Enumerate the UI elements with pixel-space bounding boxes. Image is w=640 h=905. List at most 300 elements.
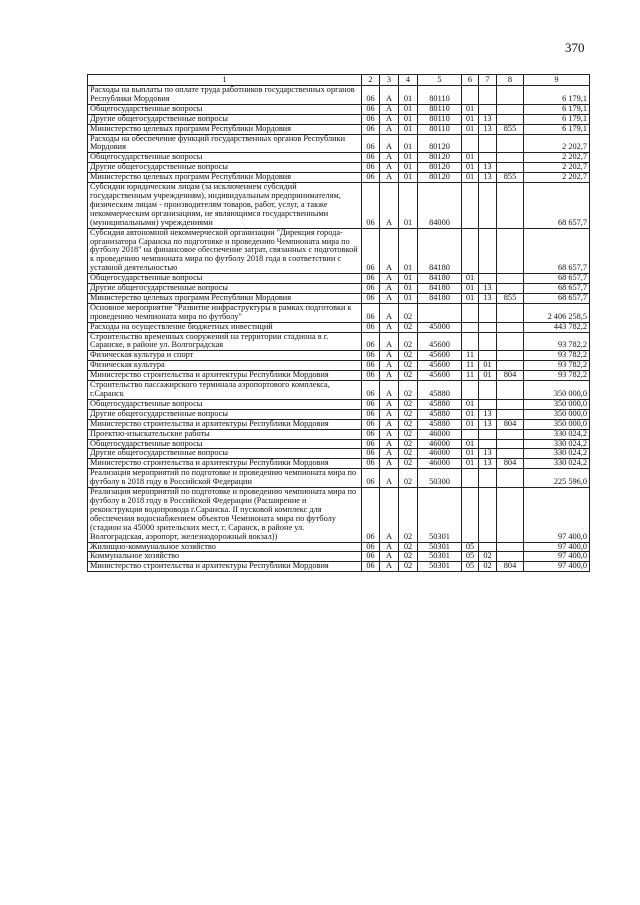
row-name-cell: Реализация мероприятий по подготовке и проведению чемпионата мира по футболу в 2018 году в Российской Федерации — [88, 469, 362, 488]
code-ministry-cell: 06 — [362, 124, 380, 134]
code-ministry-cell: 06 — [362, 459, 380, 469]
code-subsection-cell: 13 — [479, 163, 497, 173]
row-name-cell: Расходы на выплаты по оплате труда работников государственных органов Республики Мордовия — [88, 86, 362, 105]
code-direction-cell: 50301 — [418, 542, 462, 552]
code-section-cell: 01 — [462, 124, 479, 134]
code-ministry-cell: 06 — [362, 114, 380, 124]
code-subsection-cell — [479, 86, 497, 105]
code-subprogram-cell: 02 — [399, 399, 418, 409]
code-section-cell: 01 — [462, 163, 479, 173]
table-row — [88, 173, 590, 183]
code-department-cell: 804 — [497, 459, 524, 469]
code-program-cell: А — [380, 303, 399, 322]
code-section-cell: 01 — [462, 104, 479, 114]
code-ministry-cell: 06 — [362, 439, 380, 449]
code-ministry-cell: 06 — [362, 173, 380, 183]
code-program-cell: А — [380, 419, 399, 429]
code-section-cell: 01 — [462, 293, 479, 303]
code-section-cell: 05 — [462, 562, 479, 572]
code-ministry-cell: 06 — [362, 332, 380, 351]
header-cell: 1 — [88, 75, 362, 86]
table-row — [88, 293, 590, 303]
header-cell: 7 — [479, 75, 497, 86]
code-ministry-cell: 06 — [362, 469, 380, 488]
code-program-cell: А — [380, 381, 399, 400]
row-name-cell: Расходы на осуществление бюджетных инвестиций — [88, 322, 362, 332]
code-section-cell: 01 — [462, 459, 479, 469]
code-section-cell — [462, 183, 479, 229]
code-subsection-cell: 13 — [479, 459, 497, 469]
header-cell: 9 — [524, 75, 590, 86]
code-subsection-cell — [479, 228, 497, 274]
table-row — [88, 488, 590, 542]
row-name-cell: Общегосударственные вопросы — [88, 399, 362, 409]
code-direction-cell: 80110 — [418, 86, 462, 105]
code-section-cell: 11 — [462, 371, 479, 381]
code-subsection-cell: 13 — [479, 449, 497, 459]
code-direction-cell: 50301 — [418, 552, 462, 562]
code-department-cell — [497, 163, 524, 173]
code-program-cell: А — [380, 124, 399, 134]
header-cell: 2 — [362, 75, 380, 86]
header-cell: 6 — [462, 75, 479, 86]
code-direction-cell: 84180 — [418, 293, 462, 303]
code-department-cell: 855 — [497, 173, 524, 183]
code-section-cell: 01 — [462, 399, 479, 409]
code-direction-cell: 84000 — [418, 183, 462, 229]
table-row — [88, 114, 590, 124]
table-row — [88, 399, 590, 409]
code-ministry-cell: 06 — [362, 104, 380, 114]
row-name-cell: Министерство строительства и архитектуры Республики Мордовия — [88, 419, 362, 429]
code-department-cell — [497, 228, 524, 274]
code-department-cell — [497, 303, 524, 322]
code-subsection-cell: 13 — [479, 293, 497, 303]
code-section-cell — [462, 228, 479, 274]
amount-cell: 6 179,1 — [524, 124, 590, 134]
amount-cell: 225 596,0 — [524, 469, 590, 488]
code-program-cell: А — [380, 104, 399, 114]
code-direction-cell: 45600 — [418, 351, 462, 361]
code-program-cell: А — [380, 183, 399, 229]
code-department-cell — [497, 409, 524, 419]
code-department-cell: 855 — [497, 293, 524, 303]
table-row — [88, 469, 590, 488]
code-subprogram-cell: 01 — [399, 86, 418, 105]
code-subprogram-cell: 01 — [399, 153, 418, 163]
amount-cell: 330 024,2 — [524, 459, 590, 469]
amount-cell: 93 782,2 — [524, 351, 590, 361]
code-section-cell: 01 — [462, 449, 479, 459]
row-name-cell: Жилищно-коммунальное хозяйство — [88, 542, 362, 552]
amount-cell: 97 400,0 — [524, 562, 590, 572]
code-subprogram-cell: 01 — [399, 274, 418, 284]
header-cell: 3 — [380, 75, 399, 86]
table-row — [88, 163, 590, 173]
code-direction-cell: 84180 — [418, 274, 462, 284]
amount-cell: 2 202,7 — [524, 134, 590, 153]
code-subprogram-cell: 01 — [399, 173, 418, 183]
code-ministry-cell: 06 — [362, 284, 380, 294]
code-section-cell — [462, 303, 479, 322]
row-name-cell: Министерство строительства и архитектуры Республики Мордовия — [88, 371, 362, 381]
code-section-cell: 01 — [462, 419, 479, 429]
table-row — [88, 134, 590, 153]
code-direction-cell: 80110 — [418, 104, 462, 114]
code-subsection-cell — [479, 469, 497, 488]
code-program-cell: А — [380, 439, 399, 449]
code-section-cell: 11 — [462, 351, 479, 361]
code-section-cell: 01 — [462, 173, 479, 183]
amount-cell: 350 000,0 — [524, 419, 590, 429]
header-cell: 4 — [399, 75, 418, 86]
code-subprogram-cell: 02 — [399, 552, 418, 562]
code-program-cell: А — [380, 86, 399, 105]
code-department-cell — [497, 429, 524, 439]
amount-cell: 443 782,2 — [524, 322, 590, 332]
code-department-cell — [497, 552, 524, 562]
amount-cell: 6 179,1 — [524, 104, 590, 114]
table-row — [88, 274, 590, 284]
code-subsection-cell — [479, 429, 497, 439]
code-subprogram-cell: 01 — [399, 284, 418, 294]
code-subsection-cell — [479, 332, 497, 351]
row-name-cell: Другие общегосударственные вопросы — [88, 409, 362, 419]
code-department-cell — [497, 332, 524, 351]
code-subprogram-cell: 01 — [399, 293, 418, 303]
code-subsection-cell — [479, 488, 497, 542]
code-section-cell — [462, 488, 479, 542]
code-subprogram-cell: 02 — [399, 459, 418, 469]
code-direction-cell: 45600 — [418, 332, 462, 351]
code-direction-cell: 45880 — [418, 399, 462, 409]
code-department-cell — [497, 322, 524, 332]
code-direction-cell: 50300 — [418, 469, 462, 488]
table-row — [88, 419, 590, 429]
row-name-cell: Физическая культура — [88, 361, 362, 371]
code-direction-cell: 45000 — [418, 322, 462, 332]
row-name-cell: Министерство строительства и архитектуры Республики Мордовия — [88, 459, 362, 469]
amount-cell: 2 406 258,5 — [524, 303, 590, 322]
code-ministry-cell: 06 — [362, 562, 380, 572]
table-row — [88, 284, 590, 294]
code-direction-cell: 80120 — [418, 134, 462, 153]
code-section-cell — [462, 332, 479, 351]
code-ministry-cell: 06 — [362, 134, 380, 153]
code-direction-cell: 80120 — [418, 173, 462, 183]
code-subprogram-cell: 02 — [399, 429, 418, 439]
row-name-cell: Министерство строительства и архитектуры Республики Мордовия — [88, 562, 362, 572]
code-department-cell: 855 — [497, 124, 524, 134]
code-section-cell: 01 — [462, 409, 479, 419]
row-name-cell: Расходы на обеспечение функций государственных органов Республики Мордовия — [88, 134, 362, 153]
table-row — [88, 361, 590, 371]
code-subprogram-cell: 02 — [399, 361, 418, 371]
row-name-cell: Проектно-изыскательские работы — [88, 429, 362, 439]
row-name-cell: Строительство временных сооружений на территории стадиона в г. Саранске, в районе ул. Волгоградская — [88, 332, 362, 351]
amount-cell: 6 179,1 — [524, 86, 590, 105]
code-subsection-cell: 02 — [479, 562, 497, 572]
code-section-cell — [462, 86, 479, 105]
budget-table — [87, 74, 590, 572]
code-ministry-cell: 06 — [362, 429, 380, 439]
header-cell: 5 — [418, 75, 462, 86]
code-section-cell — [462, 322, 479, 332]
code-program-cell: А — [380, 351, 399, 361]
code-subprogram-cell: 02 — [399, 381, 418, 400]
code-program-cell: А — [380, 371, 399, 381]
code-direction-cell: 46000 — [418, 429, 462, 439]
code-program-cell: А — [380, 134, 399, 153]
row-name-cell: Строительство пассажирского терминала аэропортового комплекса, г.Саранск — [88, 381, 362, 400]
code-department-cell — [497, 399, 524, 409]
code-direction-cell: 45880 — [418, 409, 462, 419]
code-ministry-cell: 06 — [362, 293, 380, 303]
code-program-cell: А — [380, 163, 399, 173]
code-section-cell: 11 — [462, 361, 479, 371]
table-row — [88, 153, 590, 163]
code-department-cell — [497, 86, 524, 105]
code-department-cell — [497, 381, 524, 400]
code-program-cell: А — [380, 552, 399, 562]
table-row — [88, 351, 590, 361]
row-name-cell: Общегосударственные вопросы — [88, 274, 362, 284]
code-ministry-cell: 06 — [362, 153, 380, 163]
amount-cell: 2 202,7 — [524, 153, 590, 163]
code-direction-cell: 46000 — [418, 439, 462, 449]
code-department-cell — [497, 114, 524, 124]
code-ministry-cell: 06 — [362, 488, 380, 542]
code-subsection-cell: 01 — [479, 361, 497, 371]
code-subprogram-cell: 02 — [399, 322, 418, 332]
code-subsection-cell: 13 — [479, 419, 497, 429]
code-subprogram-cell: 02 — [399, 332, 418, 351]
row-name-cell: Коммунальное хозяйство — [88, 552, 362, 562]
code-program-cell: А — [380, 173, 399, 183]
table-row — [88, 371, 590, 381]
code-department-cell — [497, 104, 524, 114]
code-department-cell — [497, 361, 524, 371]
code-section-cell — [462, 381, 479, 400]
row-name-cell: Другие общегосударственные вопросы — [88, 163, 362, 173]
amount-cell: 97 400,0 — [524, 488, 590, 542]
row-name-cell: Субсидия автономной некоммерческой организации "Дирекция города-организатора Саранска по подготовке и проведению Чемпионата мира по футболу 2018" на финансовое обеспечение затрат, связанных с подготовкой к проведению чемпионата мира по футболу 2018 года в соответствии с уставной деятельностью — [88, 228, 362, 274]
amount-cell: 2 202,7 — [524, 173, 590, 183]
code-department-cell — [497, 183, 524, 229]
code-department-cell — [497, 134, 524, 153]
code-program-cell: А — [380, 399, 399, 409]
code-subsection-cell — [479, 303, 497, 322]
code-department-cell: 804 — [497, 419, 524, 429]
table-row — [88, 124, 590, 134]
code-subsection-cell — [479, 274, 497, 284]
table-row — [88, 449, 590, 459]
code-subsection-cell: 13 — [479, 124, 497, 134]
table-row — [88, 228, 590, 274]
code-ministry-cell: 06 — [362, 552, 380, 562]
code-department-cell — [497, 469, 524, 488]
code-subsection-cell — [479, 399, 497, 409]
amount-cell: 93 782,2 — [524, 361, 590, 371]
code-ministry-cell: 06 — [362, 449, 380, 459]
code-program-cell: А — [380, 409, 399, 419]
code-direction-cell: 50301 — [418, 488, 462, 542]
code-program-cell: А — [380, 488, 399, 542]
row-name-cell: Общегосударственные вопросы — [88, 439, 362, 449]
code-subsection-cell: 13 — [479, 284, 497, 294]
code-subsection-cell — [479, 322, 497, 332]
code-subprogram-cell: 02 — [399, 469, 418, 488]
code-ministry-cell: 06 — [362, 228, 380, 274]
table-row — [88, 381, 590, 400]
table-row — [88, 459, 590, 469]
table-row — [88, 542, 590, 552]
code-department-cell: 804 — [497, 371, 524, 381]
code-subprogram-cell: 02 — [399, 303, 418, 322]
page-number: 370 — [565, 40, 585, 55]
code-program-cell: А — [380, 228, 399, 274]
code-direction-cell: 80110 — [418, 124, 462, 134]
amount-cell: 330 024,2 — [524, 449, 590, 459]
code-program-cell: А — [380, 274, 399, 284]
amount-cell: 330 024,2 — [524, 429, 590, 439]
table-row — [88, 104, 590, 114]
amount-cell: 93 782,2 — [524, 332, 590, 351]
code-program-cell: А — [380, 361, 399, 371]
row-name-cell: Другие общегосударственные вопросы — [88, 449, 362, 459]
row-name-cell: Министерство целевых программ Республики Мордовия — [88, 293, 362, 303]
row-name-cell: Другие общегосударственные вопросы — [88, 114, 362, 124]
code-ministry-cell: 06 — [362, 351, 380, 361]
code-direction-cell: 45600 — [418, 361, 462, 371]
amount-cell: 97 400,0 — [524, 542, 590, 552]
code-subsection-cell — [479, 381, 497, 400]
code-department-cell — [497, 542, 524, 552]
amount-cell: 2 202,7 — [524, 163, 590, 173]
code-subprogram-cell: 02 — [399, 351, 418, 361]
amount-cell: 97 400,0 — [524, 552, 590, 562]
table-row — [88, 86, 590, 105]
code-section-cell: 05 — [462, 552, 479, 562]
code-section-cell: 01 — [462, 439, 479, 449]
code-program-cell: А — [380, 284, 399, 294]
code-direction-cell: 45600 — [418, 371, 462, 381]
code-ministry-cell: 06 — [362, 399, 380, 409]
code-department-cell — [497, 153, 524, 163]
amount-cell: 6 179,1 — [524, 114, 590, 124]
code-department-cell — [497, 351, 524, 361]
code-department-cell — [497, 274, 524, 284]
code-subsection-cell — [479, 134, 497, 153]
code-section-cell: 01 — [462, 153, 479, 163]
code-subprogram-cell: 02 — [399, 439, 418, 449]
code-department-cell — [497, 439, 524, 449]
amount-cell: 68 657,7 — [524, 274, 590, 284]
code-program-cell: А — [380, 542, 399, 552]
code-subprogram-cell: 01 — [399, 124, 418, 134]
code-direction-cell: 84180 — [418, 284, 462, 294]
row-name-cell: Министерство целевых программ Республики Мордовия — [88, 173, 362, 183]
code-subprogram-cell: 01 — [399, 163, 418, 173]
code-program-cell: А — [380, 562, 399, 572]
row-name-cell: Основное мероприятие "Развитие инфраструктуры в рамках подготовки к проведению чемпионата мира по футболу" — [88, 303, 362, 322]
amount-cell: 350 000,0 — [524, 399, 590, 409]
code-direction-cell: 80110 — [418, 114, 462, 124]
code-ministry-cell: 06 — [362, 409, 380, 419]
code-ministry-cell: 06 — [362, 163, 380, 173]
code-section-cell: 05 — [462, 542, 479, 552]
code-direction-cell — [418, 303, 462, 322]
code-program-cell: А — [380, 114, 399, 124]
code-ministry-cell: 06 — [362, 371, 380, 381]
table-row — [88, 322, 590, 332]
code-direction-cell: 46000 — [418, 449, 462, 459]
table-row — [88, 303, 590, 322]
code-department-cell — [497, 488, 524, 542]
code-program-cell: А — [380, 293, 399, 303]
amount-cell: 350 000,0 — [524, 409, 590, 419]
code-program-cell: А — [380, 322, 399, 332]
code-subprogram-cell: 02 — [399, 409, 418, 419]
table-header-row — [88, 75, 590, 86]
amount-cell: 68 657,7 — [524, 293, 590, 303]
code-program-cell: А — [380, 469, 399, 488]
code-subsection-cell — [479, 439, 497, 449]
code-program-cell: А — [380, 429, 399, 439]
code-subprogram-cell: 02 — [399, 542, 418, 552]
table-row — [88, 562, 590, 572]
code-direction-cell: 84180 — [418, 228, 462, 274]
code-ministry-cell: 06 — [362, 183, 380, 229]
code-ministry-cell: 06 — [362, 419, 380, 429]
code-ministry-cell: 06 — [362, 274, 380, 284]
code-subprogram-cell: 01 — [399, 183, 418, 229]
code-subsection-cell — [479, 183, 497, 229]
code-department-cell — [497, 284, 524, 294]
code-section-cell — [462, 469, 479, 488]
code-section-cell — [462, 429, 479, 439]
code-subprogram-cell: 02 — [399, 419, 418, 429]
row-name-cell: Общегосударственные вопросы — [88, 153, 362, 163]
code-program-cell: А — [380, 153, 399, 163]
code-subsection-cell — [479, 542, 497, 552]
code-direction-cell: 80120 — [418, 163, 462, 173]
table-row — [88, 409, 590, 419]
amount-cell: 68 657,7 — [524, 228, 590, 274]
code-subprogram-cell: 01 — [399, 228, 418, 274]
code-subprogram-cell: 02 — [399, 371, 418, 381]
code-subsection-cell: 13 — [479, 173, 497, 183]
code-subsection-cell: 13 — [479, 114, 497, 124]
amount-cell: 330 024,2 — [524, 439, 590, 449]
amount-cell: 68 657,7 — [524, 284, 590, 294]
code-department-cell — [497, 449, 524, 459]
amount-cell: 93 782,2 — [524, 371, 590, 381]
code-program-cell: А — [380, 332, 399, 351]
code-ministry-cell: 06 — [362, 542, 380, 552]
code-ministry-cell: 06 — [362, 303, 380, 322]
row-name-cell: Субсидии юридическим лицам (за исключением субсидий государственным учреждениям), индивидуальным предпринимателям, физическим лицам - производителям товаров, работ, услуг, а также некоммерческим организациям, не являющимся государственными (муниципальными) учреждениями — [88, 183, 362, 229]
code-ministry-cell: 06 — [362, 381, 380, 400]
code-section-cell: 01 — [462, 114, 479, 124]
header-cell: 8 — [497, 75, 524, 86]
table-row — [88, 332, 590, 351]
table-row — [88, 552, 590, 562]
code-direction-cell: 80120 — [418, 153, 462, 163]
amount-cell: 350 000,0 — [524, 381, 590, 400]
code-direction-cell: 50301 — [418, 562, 462, 572]
code-section-cell: 01 — [462, 284, 479, 294]
